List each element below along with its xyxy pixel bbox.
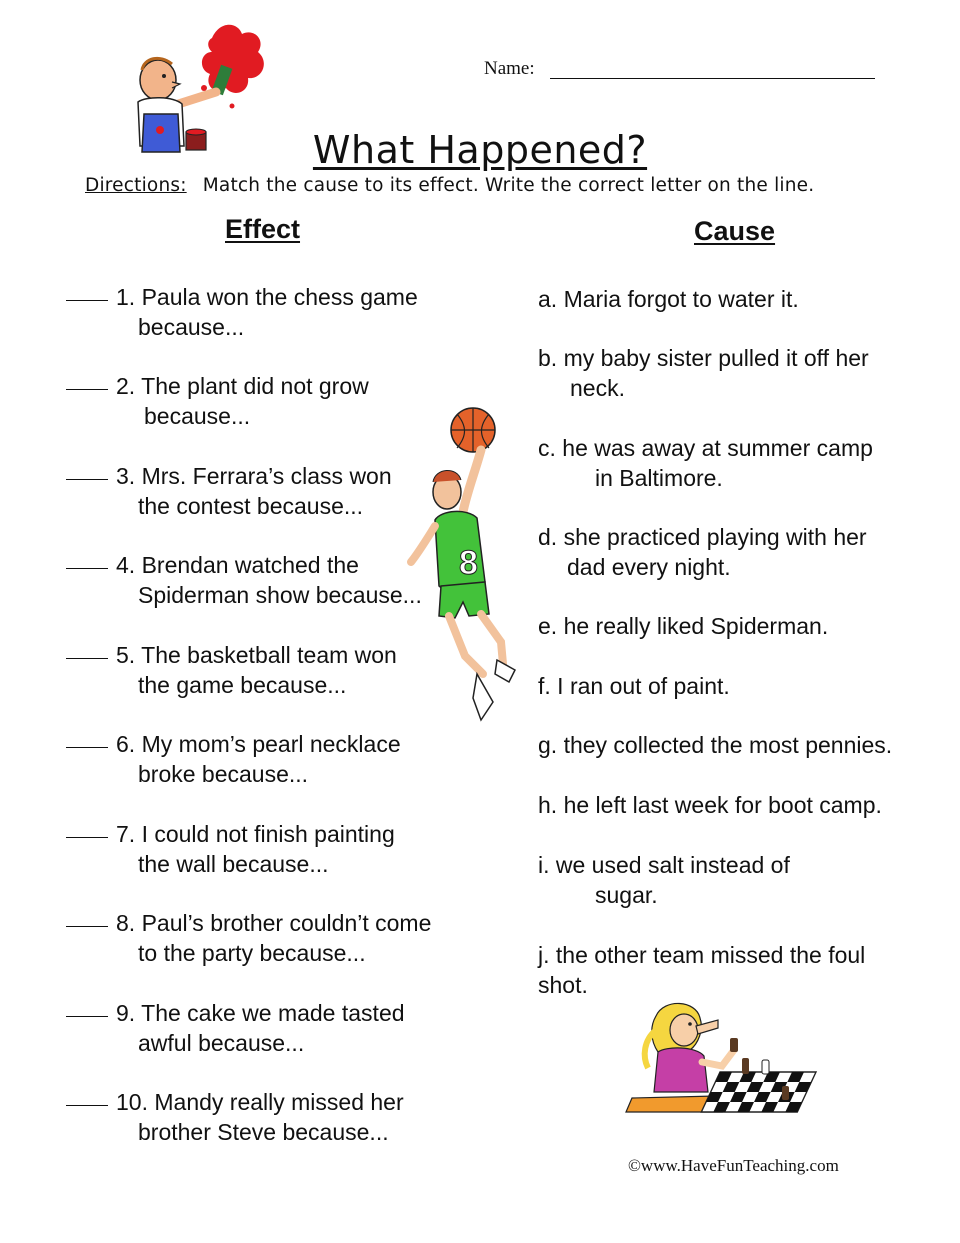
cause-item-i (538, 850, 958, 910)
cause-item-b (538, 343, 958, 403)
effect-text: 7. I could not finish painting (116, 821, 395, 847)
painter-clipart (120, 18, 270, 163)
worksheet-title: What Happened? (312, 128, 648, 172)
basketball-player-clipart (405, 402, 525, 727)
effect-text: 10. Mandy really missed her (116, 1089, 404, 1115)
cause-text: i. we used salt instead of (538, 852, 790, 878)
cause-text: f. I ran out of paint. (538, 673, 730, 699)
effect-text-cont: the game because... (138, 672, 347, 698)
name-label: Name: (484, 58, 535, 79)
effect-item-7 (66, 819, 466, 879)
cause-text: e. he really liked Spiderman. (538, 613, 829, 639)
effect-text-cont: Spiderman show because... (138, 582, 422, 608)
cause-text-cont: shot. (538, 972, 588, 998)
effect-item-10 (66, 1087, 466, 1147)
answer-blank[interactable] (66, 479, 108, 480)
directions-text: Match the cause to its effect. Write the correct letter on the line. (202, 175, 815, 196)
effect-text: 3. Mrs. Ferrara’s class won (116, 463, 392, 489)
cause-text-cont: dad every night. (567, 554, 731, 580)
effect-heading: Effect (225, 214, 301, 244)
answer-blank[interactable] (66, 747, 108, 748)
directions-label: Directions: (85, 175, 187, 196)
copyright-notice: ©www.HaveFunTeaching.com (628, 1156, 839, 1175)
svg-text:8: 8 (459, 544, 478, 582)
cause-item-c (538, 433, 958, 493)
name-field-line[interactable] (550, 78, 875, 79)
effect-item-8 (66, 908, 466, 968)
cause-item-g (538, 730, 958, 760)
effect-text: 9. The cake we made tasted (116, 1000, 405, 1026)
effect-item-1 (66, 282, 466, 342)
cause-text-cont: in Baltimore. (595, 465, 723, 491)
effect-text: 8. Paul’s brother couldn’t come (116, 910, 432, 936)
effect-text-cont: awful because... (138, 1030, 305, 1056)
directions (85, 175, 814, 196)
answer-blank[interactable] (66, 300, 108, 301)
cause-item-a (538, 284, 958, 314)
cause-text: b. my baby sister pulled it off her (538, 345, 869, 371)
answer-blank[interactable] (66, 568, 108, 569)
cause-text: j. the other team missed the foul (538, 942, 866, 968)
answer-blank[interactable] (66, 1016, 108, 1017)
cause-item-d (538, 522, 958, 582)
effect-item-9 (66, 998, 466, 1058)
cause-text-cont: sugar. (595, 882, 658, 908)
answer-blank[interactable] (66, 926, 108, 927)
effect-text: 1. Paula won the chess game (116, 284, 418, 310)
cause-item-j (538, 940, 958, 1000)
cause-item-f (538, 671, 958, 701)
effect-text-cont: because... (138, 314, 245, 340)
answer-blank[interactable] (66, 389, 108, 390)
effect-text: 4. Brendan watched the (116, 552, 359, 578)
effect-text-cont: brother Steve because... (138, 1119, 389, 1145)
cause-item-e (538, 611, 958, 641)
effect-text-cont: broke because... (138, 761, 309, 787)
cause-text: g. they collected the most pennies. (538, 732, 893, 758)
effect-text-cont: the contest because... (138, 493, 364, 519)
cause-item-h (538, 790, 958, 820)
answer-blank[interactable] (66, 658, 108, 659)
cause-text: h. he left last week for boot camp. (538, 792, 882, 818)
cause-text: c. he was away at summer camp (538, 435, 873, 461)
effect-text: 5. The basketball team won (116, 642, 397, 668)
answer-blank[interactable] (66, 1105, 108, 1106)
cause-text-cont: neck. (570, 375, 625, 401)
effect-text-cont: to the party because... (138, 940, 366, 966)
effect-text: 6. My mom’s pearl necklace (116, 731, 401, 757)
chess-girl-clipart (612, 1000, 834, 1120)
cause-text: d. she practiced playing with her (538, 524, 867, 550)
effect-text: 2. The plant did not grow (116, 373, 369, 399)
answer-blank[interactable] (66, 837, 108, 838)
cause-heading: Cause (694, 216, 776, 246)
effect-text-cont: the wall because... (138, 851, 329, 877)
effect-text-cont: because... (144, 403, 251, 429)
effect-item-6 (66, 729, 466, 789)
cause-text: a. Maria forgot to water it. (538, 286, 799, 312)
